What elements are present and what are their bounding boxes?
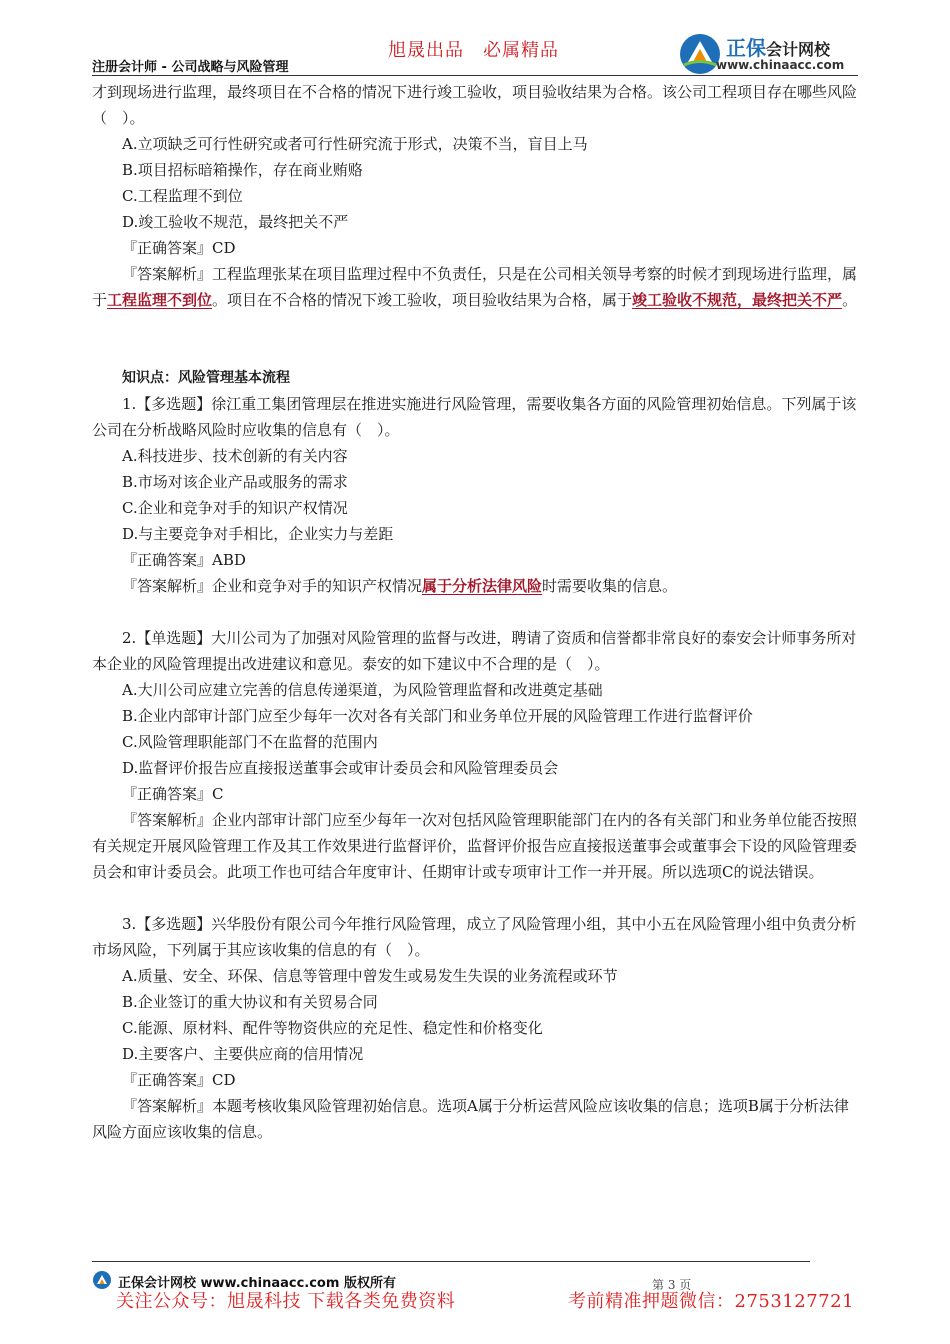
q1-option-c: C.企业和竞争对手的知识产权情况 xyxy=(122,499,348,517)
q2-stem: 2.【单选题】大川公司为了加强对风险管理的监督与改进，聘请了资质和信誉都非常良好的泰安会计师事务所对本企业的风险管理提出改进建议和意见。泰安的如下建议中不合理的是（ ）。 xyxy=(92,629,857,673)
knowledge-point-heading: 知识点：风险管理基本流程 xyxy=(122,370,290,386)
footer-divider xyxy=(92,1261,810,1262)
prev-analysis: 『答案解析』工程监理张某在项目监理过程中不负责任，只是在公司相关领导考察的时候才到现场进行监理，属于工程监理不到位。项目在不合格的情况下竣工验收，项目验收结果为合格，属于竣工验收不规范，最终把关不严。 xyxy=(92,265,858,309)
prev-option-c: C.工程监理不到位 xyxy=(122,187,243,205)
q2-option-c: C.风险管理职能部门不在监督的范围内 xyxy=(122,733,378,751)
q3-answer: 『正确答案』CD xyxy=(122,1071,236,1089)
q3-stem: 3.【多选题】兴华股份有限公司今年推行风险管理，成立了风险管理小组，其中小五在风险管理小组中负责分析市场风险，下列属于其应该收集的信息的有（ ）。 xyxy=(92,915,857,959)
q3-option-b: B.企业签订的重大协议和有关贸易合同 xyxy=(122,993,378,1011)
q1-option-d: D.与主要竞争对手相比，企业实力与差距 xyxy=(122,525,394,543)
q3-analysis: 『答案解析』本题考核收集风险管理初始信息。选项A属于分析运营风险应该收集的信息；选项B属于分析法律风险方面应该收集的信息。 xyxy=(92,1097,849,1141)
q2-option-d: D.监督评价报告应直接报送董事会或审计委员会和风险管理委员会 xyxy=(122,759,559,777)
header-divider xyxy=(92,75,858,76)
q2-analysis: 『答案解析』企业内部审计部门应至少每年一次对包括风险管理职能部门在内的各有关部门和业务单位能否按照有关规定开展风险管理工作及其工作效果进行监督评价，监督评价报告应直接报送董事会或董事会下设的风险管理委员会和审计委员会。此项工作也可结合年度审计、任期审计或专项审计工作一并开展。所以选项C的说法错误。 xyxy=(92,811,858,881)
watermark-left: 关注公众号：旭晟科技 下载各类免费资料 xyxy=(116,1291,456,1312)
watermark-right: 考前精准押题微信：2753127721 xyxy=(568,1291,855,1312)
chinaacc-logo xyxy=(678,30,868,78)
q2-answer: 『正确答案』C xyxy=(122,785,224,803)
logo-brand-text: 正保会计网校 xyxy=(726,36,831,60)
q3-option-c: C.能源、原材料、配件等物资供应的充足性、稳定性和价格变化 xyxy=(122,1019,543,1037)
footer-logo-icon xyxy=(92,1270,112,1290)
q2-option-a: A.大川公司应建立完善的信息传递渠道，为风险管理监督和改进奠定基础 xyxy=(122,681,603,699)
q2-option-b: B.企业内部审计部门应至少每年一次对各有关部门和业务单位开展的风险管理工作进行监督评价 xyxy=(122,707,753,725)
header-slogan: 旭晟出品 必属精品 xyxy=(388,40,559,61)
document-body xyxy=(92,79,860,1145)
q1-option-a: A.科技进步、技术创新的有关内容 xyxy=(122,447,348,465)
q3-option-d: D.主要客户、主要供应商的信用情况 xyxy=(122,1045,364,1063)
q1-analysis: 『答案解析』企业和竞争对手的知识产权情况属于分析法律风险时需要收集的信息。 xyxy=(122,577,678,595)
footer-copyright: 正保会计网校 www.chinaacc.com 版权所有 xyxy=(118,1276,396,1291)
prev-option-d: D.竣工验收不规范，最终把关不严 xyxy=(122,213,349,231)
prev-option-b: B.项目招标暗箱操作，存在商业贿赂 xyxy=(122,161,363,179)
q1-stem: 1.【多选题】徐江重工集团管理层在推进实施进行风险管理，需要收集各方面的风险管理初始信息。下列属于该公司在分析战略风险时应收集的信息有（ ）。 xyxy=(92,395,857,439)
highlight-text: 工程监理不到位 xyxy=(107,291,213,309)
prev-question-stem: 才到现场进行监理，最终项目在不合格的情况下进行竣工验收，项目验收结果为合格。该公司工程项目存在哪些风险（ ）。 xyxy=(92,83,858,127)
course-title: 注册会计师 - 公司战略与风险管理 xyxy=(92,60,289,75)
prev-option-a: A.立项缺乏可行性研究或者可行性研究流于形式，决策不当，盲目上马 xyxy=(122,135,588,153)
highlight-text: 竣工验收不规范，最终把关不严 xyxy=(632,291,843,309)
q1-answer: 『正确答案』ABD xyxy=(122,551,246,569)
highlight-text: 属于分析法律风险 xyxy=(422,577,543,595)
page-number: 第 3 页 xyxy=(652,1278,692,1292)
logo-url: www.chinaacc.com xyxy=(716,58,845,72)
prev-answer: 『正确答案』CD xyxy=(122,239,236,257)
q1-option-b: B.市场对该企业产品或服务的需求 xyxy=(122,473,348,491)
q3-option-a: A.质量、安全、环保、信息等管理中曾发生或易发生失误的业务流程或环节 xyxy=(122,967,618,985)
